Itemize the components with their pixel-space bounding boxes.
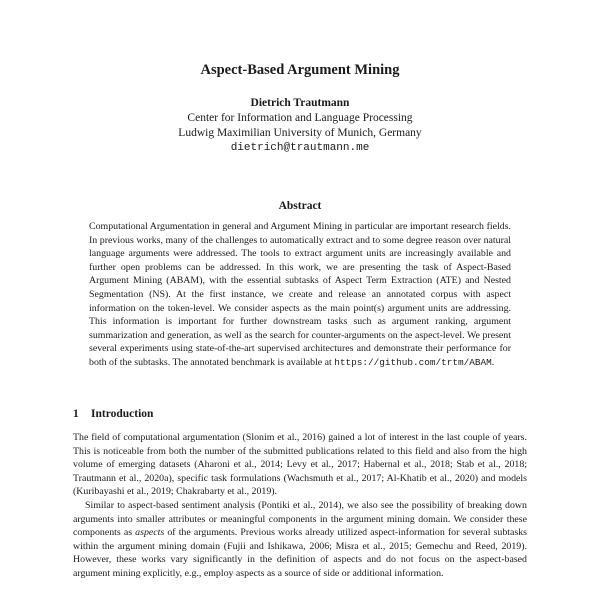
intro-paragraph-2: [73, 499, 527, 581]
abstract-end: .: [491, 356, 495, 368]
author-name: Dietrich Trautmann: [250, 97, 350, 109]
abstract-body: [89, 220, 511, 370]
intro-paragraph-2-emphasis: aspects: [135, 527, 165, 539]
author-email[interactable]: dietrich@trautmann.me: [230, 142, 370, 154]
author-block: [0, 96, 600, 156]
author-affiliation-1: Center for Information and Language Processing: [187, 112, 413, 124]
abstract-heading: Abstract: [278, 200, 322, 212]
section-number: 1: [73, 408, 79, 420]
intro-paragraph-2-end: of the arguments. Previous works already utilized aspect-information for several subtasks within the argument mining domain (Fujii and Ishikawa, 2006; Misra et al., 2015; Gemechu and Reed, 2019). However, these works vary significantly in the definition of aspects and do not focus on the aspect-based argument mining explicitly, e.g., employ aspects as a source of side or additional information.: [73, 527, 528, 579]
section-title: Introduction: [91, 408, 154, 420]
paper-title: Aspect-Based Argument Mining: [200, 62, 400, 78]
section-heading: [73, 408, 153, 420]
abstract-text: Computational Argumentation in general and Argument Mining in particular are important research fields. In previous works, many of the challenges to automatically extract and to some degree reason over natural language arguments were addressed. The tools to extract argument units are increasingly available and further open problems can be addressed. In this work, we are presenting the task of Aspect-Based Argument Mining (ABAM), with the essential subtasks of Aspect Term Extraction (ATE) and Nested Segmentation (NS). At the first instance, we create and release an annotated corpus with aspect information on the token-level. We consider aspects as the main point(s) argument units are addressing. This information is important for further downstream tasks such as argument ranking, argument summarization and generation, as well as the search for counter-arguments on the aspect-level. We present several experiments using state-of-the-art supervised architectures and demonstrate their performance for both of the subtasks. The annotated benchmark is available at: [89, 221, 511, 368]
author-affiliation-2: Ludwig Maximilian University of Munich, Germany: [178, 127, 422, 139]
abstract-url-link[interactable]: https://github.com/trtm/ABAM: [334, 356, 492, 368]
introduction-body: [73, 431, 527, 581]
intro-paragraph-1: The field of computational argumentation (Slonim et al., 2016) gained a lot of interest in the last couple of years. This is noticeable from both the number of the submitted publications related to this field and also from the high volume of emerging datasets (Aharoni et al., 2014; Levy et al., 2017; Habernal et al., 2018; Stab et al., 2018; Trautmann et al., 2020a), specific task formulations (Wachsmuth et al., 2017; Al-Khatib et al., 2020) and models (Kuribayashi et al., 2019; Chakrabarty et al., 2019).: [73, 432, 527, 498]
intro-paragraph-2-start: Similar to aspect-based sentiment analysis (Pontiki et al., 2014), we also see the possibility of breaking down arguments into smaller attributes or meaningful components in the argument mining domain. We consider these components as: [73, 499, 527, 539]
